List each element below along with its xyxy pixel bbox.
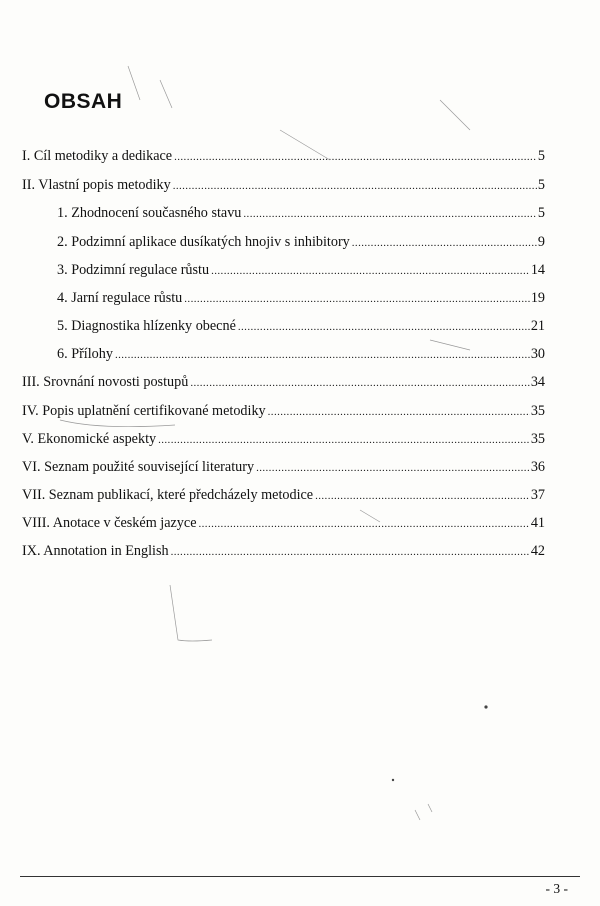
page-title: OBSAH bbox=[44, 90, 123, 113]
toc-entry-label: II. Vlastní popis metodiky bbox=[22, 177, 171, 193]
toc-entry-12[interactable] bbox=[22, 458, 545, 476]
toc-entry-page: 37 bbox=[530, 487, 545, 503]
toc-entry-label: VII. Seznam publikací, které předcházely metodice bbox=[22, 487, 314, 503]
toc-leader-dots bbox=[174, 148, 537, 166]
toc-entry-10[interactable] bbox=[22, 402, 545, 420]
toc-entry-page: 9 bbox=[537, 234, 545, 250]
toc-entry-label: V. Ekonomické aspekty bbox=[22, 431, 157, 447]
toc-entry-page: 35 bbox=[530, 403, 545, 419]
toc-entry-8[interactable] bbox=[57, 345, 545, 363]
toc-entry-label: IV. Popis uplatnění certifikované metodiky bbox=[22, 403, 266, 419]
scan-scratch bbox=[415, 804, 432, 820]
toc-leader-dots bbox=[352, 234, 537, 252]
page-number: - 3 - bbox=[545, 881, 568, 896]
toc-entry-page: 19 bbox=[530, 290, 545, 306]
toc-leader-dots bbox=[173, 177, 537, 195]
toc-leader-dots bbox=[243, 205, 537, 223]
toc-entry-label: 2. Podzimní aplikace dusíkatých hnojiv s inhibitory bbox=[57, 234, 350, 250]
toc-leader-dots bbox=[238, 318, 530, 336]
toc-entry-page: 30 bbox=[530, 346, 545, 362]
toc-entry-13[interactable] bbox=[22, 486, 545, 504]
toc-leader-dots bbox=[315, 487, 530, 505]
toc-entry-4[interactable] bbox=[57, 233, 545, 251]
toc-entry-label: 6. Přílohy bbox=[57, 346, 113, 362]
toc-entry-label: VIII. Anotace v českém jazyce bbox=[22, 515, 197, 531]
toc-entry-page: 42 bbox=[530, 543, 545, 559]
toc-entry-page: 5 bbox=[537, 148, 545, 164]
toc-entry-page: 21 bbox=[530, 318, 545, 334]
toc-leader-dots bbox=[190, 374, 530, 392]
scan-speck bbox=[484, 705, 487, 708]
toc-entry-page: 35 bbox=[530, 431, 545, 447]
toc-entry-label: IX. Annotation in English bbox=[22, 543, 169, 559]
toc-leader-dots bbox=[268, 403, 530, 421]
toc-leader-dots bbox=[171, 543, 530, 561]
toc-entry-6[interactable] bbox=[57, 289, 545, 307]
toc-leader-dots bbox=[184, 290, 530, 308]
toc-entry-label: 4. Jarní regulace růstu bbox=[57, 290, 183, 306]
toc-entry-label: 1. Zhodnocení současného stavu bbox=[57, 205, 242, 221]
toc-entry-5[interactable] bbox=[57, 261, 545, 279]
toc-entry-label: I. Cíl metodiky a dedikace bbox=[22, 148, 173, 164]
toc-entry-label: 5. Diagnostika hlízenky obecné bbox=[57, 318, 236, 334]
toc-entry-9[interactable] bbox=[22, 373, 545, 391]
footer-rule bbox=[20, 876, 580, 877]
toc-leader-dots bbox=[158, 431, 530, 449]
toc-entry-15[interactable] bbox=[22, 542, 545, 560]
toc-entry-page: 34 bbox=[530, 374, 545, 390]
toc-entry-page: 5 bbox=[537, 205, 545, 221]
toc-entry-page: 36 bbox=[530, 459, 545, 475]
toc-entry-7[interactable] bbox=[57, 317, 545, 335]
toc-entry-page: 14 bbox=[530, 262, 545, 278]
toc-entry-11[interactable] bbox=[22, 430, 545, 448]
toc-entry-2[interactable] bbox=[22, 176, 545, 194]
toc-leader-dots bbox=[211, 262, 530, 280]
toc-entry-label: III. Srovnání novosti postupů bbox=[22, 374, 189, 390]
toc-entry-label: VI. Seznam použité související literatury bbox=[22, 459, 255, 475]
scan-speck bbox=[392, 779, 394, 781]
toc-leader-dots bbox=[199, 515, 530, 533]
toc-entry-1[interactable] bbox=[22, 147, 545, 165]
toc-entry-page: 5 bbox=[537, 177, 545, 193]
toc-entry-page: 41 bbox=[530, 515, 545, 531]
toc-leader-dots bbox=[115, 346, 530, 364]
toc-entry-label: 3. Podzimní regulace růstu bbox=[57, 262, 210, 278]
toc-entry-14[interactable] bbox=[22, 514, 545, 532]
toc-entry-3[interactable] bbox=[57, 204, 545, 222]
toc-leader-dots bbox=[256, 459, 530, 477]
